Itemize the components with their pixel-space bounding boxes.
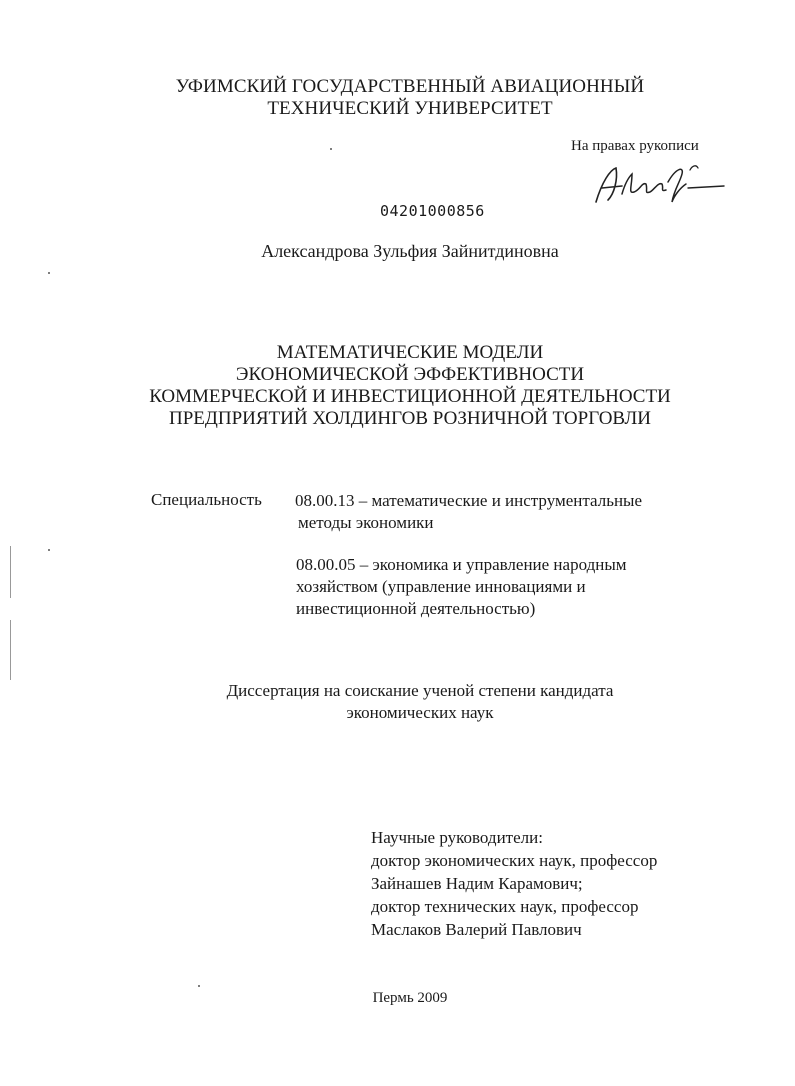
specialty-second-line-3: инвестиционной деятельностью) bbox=[296, 599, 536, 618]
handwritten-signature bbox=[588, 160, 728, 210]
title-line: ПРЕДПРИЯТИЙ ХОЛДИНГОВ РОЗНИЧНОЙ ТОРГОВЛИ bbox=[169, 408, 651, 429]
university-line-1: УФИМСКИЙ ГОСУДАРСТВЕННЫЙ АВИАЦИОННЫЙ bbox=[175, 76, 645, 97]
dissertation-title bbox=[0, 342, 795, 430]
specialty-second-line-1: 08.00.05 – экономика и управление народным bbox=[296, 555, 627, 574]
supervisor-line: Зайнашев Надим Карамович; bbox=[371, 874, 583, 893]
scan-speck bbox=[48, 272, 50, 274]
scan-margin-line bbox=[10, 546, 11, 598]
author-name: Александрова Зульфия Зайнитдиновна bbox=[261, 241, 559, 261]
scan-speck bbox=[330, 148, 332, 150]
specialty-label: Специальность bbox=[151, 490, 262, 509]
university-line-2: ТЕХНИЧЕСКИЙ УНИВЕРСИТЕТ bbox=[267, 98, 553, 119]
title-line: КОММЕРЧЕСКОЙ И ИНВЕСТИЦИОННОЙ ДЕЯТЕЛЬНОСТИ bbox=[149, 386, 671, 407]
title-line: ЭКОНОМИЧЕСКОЙ ЭФФЕКТИВНОСТИ bbox=[235, 364, 585, 385]
specialty-second bbox=[296, 554, 627, 620]
scan-speck bbox=[48, 549, 50, 551]
title-line: МАТЕМАТИЧЕСКИЕ МОДЕЛИ bbox=[276, 342, 544, 363]
supervisor-line: доктор экономических наук, профессор bbox=[371, 851, 658, 870]
scan-margin-line bbox=[10, 620, 11, 680]
rights-note: На правах рукописи bbox=[571, 138, 699, 154]
specialty-first-line-1: 08.00.13 – математические и инструментальные bbox=[295, 491, 643, 510]
scan-speck bbox=[198, 985, 200, 987]
city-year: Пермь 2009 bbox=[372, 990, 448, 1006]
supervisor-line: Маслаков Валерий Павлович bbox=[371, 920, 582, 939]
specialty-first bbox=[295, 490, 642, 534]
specialty-first-line-2: методы экономики bbox=[298, 513, 434, 532]
document-code: 04201000856 bbox=[380, 202, 485, 220]
degree-statement bbox=[0, 680, 795, 724]
supervisor-line: доктор технических наук, профессор bbox=[371, 897, 639, 916]
supervisors-block bbox=[371, 826, 657, 941]
university-header bbox=[0, 76, 795, 120]
supervisors-heading: Научные руководители: bbox=[371, 828, 543, 847]
specialty-second-line-2: хозяйством (управление инновациями и bbox=[296, 577, 586, 596]
degree-line-1: Диссертация на соискание ученой степени кандидата bbox=[226, 681, 614, 700]
degree-line-2: экономических наук bbox=[346, 703, 494, 722]
